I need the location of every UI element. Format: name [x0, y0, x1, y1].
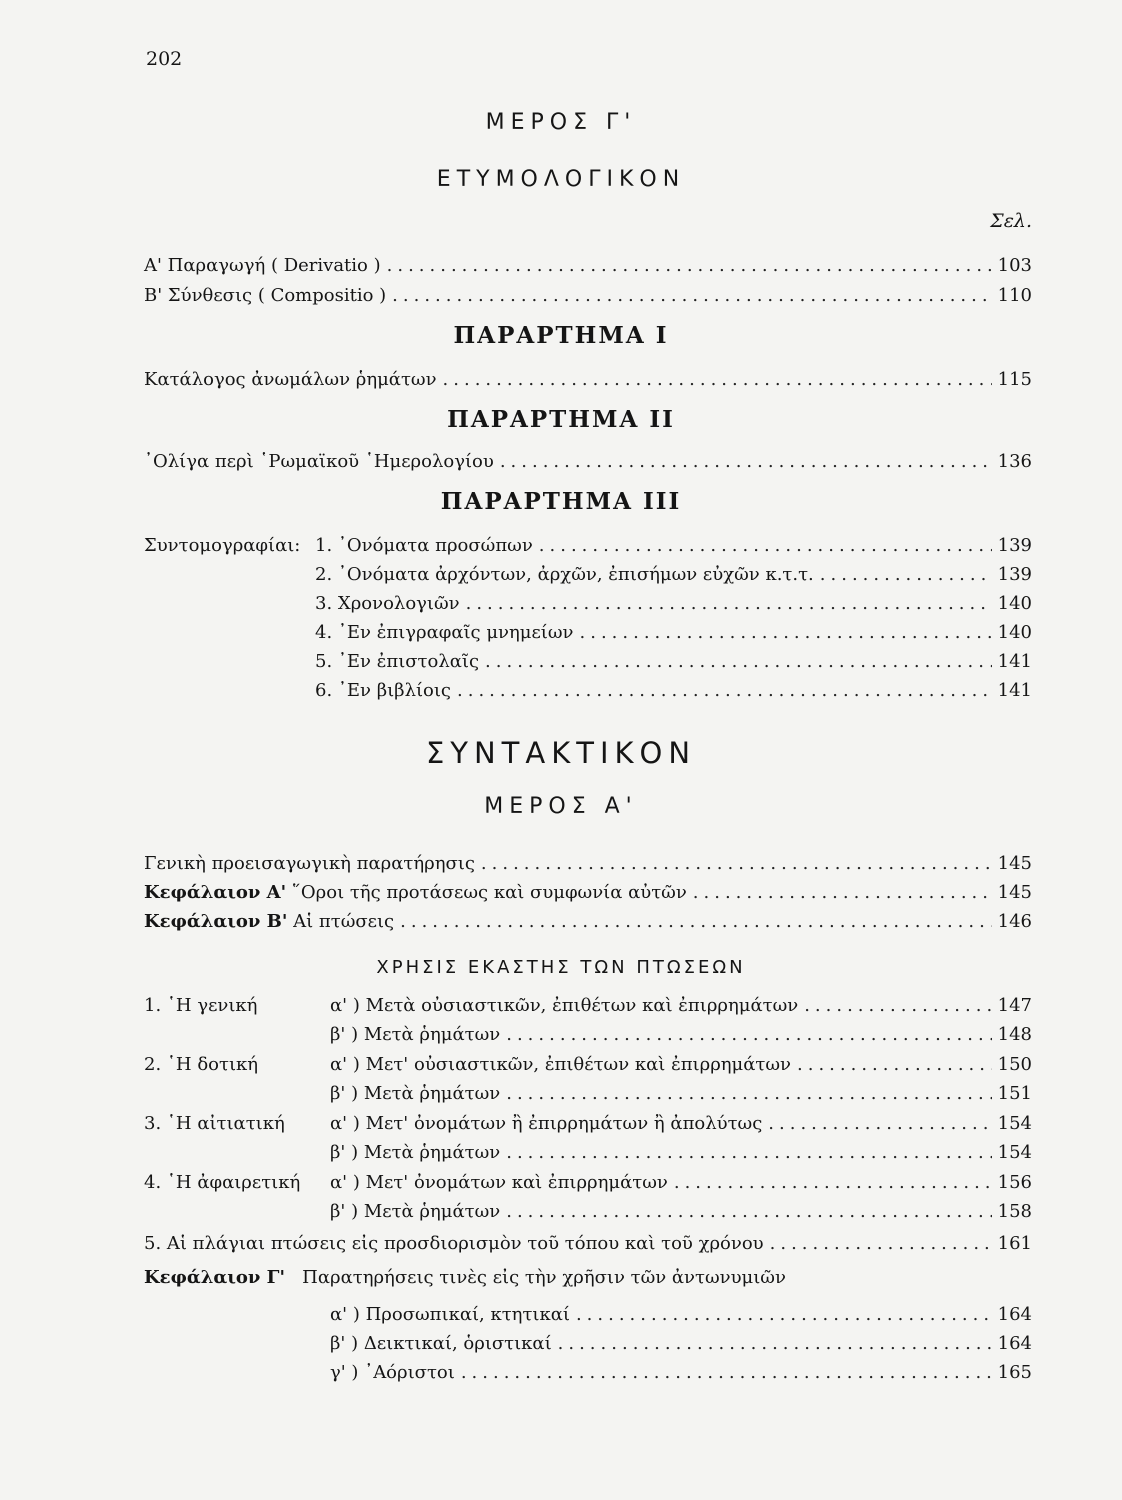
toc-entry: 5. ᾿Εν ἐπιστολαῖς ..... 141: [315, 648, 1032, 676]
chapter-g-sub-entry: γ' ) ᾿Αόριστοι ..... 165: [330, 1359, 1032, 1387]
toc-entry: ᾿Ολίγα περὶ ῾Ρωμαϊκοῦ ῾Ημερολογίου ..... 136: [144, 448, 1032, 476]
page-number: 202: [146, 48, 183, 70]
chapter-b-entry: Κεφάλαιον Β' Αἱ πτώσεις ..... 146: [144, 908, 1032, 936]
chapter-a-entry: Κεφάλαιον Α' ῞Οροι τῆς προτάσεως καὶ συμφωνία αὐτῶν ..... 145: [144, 879, 1032, 907]
case-name: 1. ῾Η γενική: [144, 995, 258, 1016]
etymology-title: ΕΤΥΜΟΛΟΓΙΚΟΝ: [436, 167, 686, 192]
toc-entry: 1. ᾿Ονόματα προσώπων ..... 139: [315, 532, 1032, 560]
case-sub-entry: β' ) Μετὰ ῥημάτων ..... 148: [330, 1021, 1032, 1049]
abbreviations-label: Συντομογραφίαι:: [144, 535, 301, 556]
appendix-1-title: ΠΑΡΑΡΤΗΜΑ Ι: [453, 322, 669, 349]
page-column-label: Σελ.: [990, 210, 1032, 232]
chapter-g-sub-entry: α' ) Προσωπικαί, κτητικαί ..... 164: [330, 1301, 1032, 1329]
part-g-title: ΜΕΡΟΣ Γ': [485, 110, 637, 135]
toc-entry: 3. Χρονολογιῶν ..... 140: [315, 590, 1032, 618]
chapter-g-entry: Κεφάλαιον Γ' Παρατηρήσεις τινὲς εἰς τὴν χρῆσιν τῶν ἀντωνυμιῶν: [144, 1267, 786, 1288]
case-sub-entry: α' ) Μετ' ὀνομάτων καὶ ἐπιρρημάτων ..... 156: [330, 1169, 1032, 1197]
syntax-title: ΣΥΝΤΑΚΤΙΚΟΝ: [425, 736, 697, 770]
toc-entry: 4. ᾿Εν ἐπιγραφαῖς μνημείων ..... 140: [315, 619, 1032, 647]
cases-heading: ΧΡΗΣΙΣ ΕΚΑΣΤΗΣ ΤΩΝ ΠΤΩΣΕΩΝ: [376, 957, 746, 978]
toc-entry: 6. ᾿Εν βιβλίοις ..... 141: [315, 677, 1032, 705]
case-sub-entry: β' ) Μετὰ ῥημάτων ..... 154: [330, 1139, 1032, 1167]
toc-entry: Γενικὴ προεισαγωγικὴ παρατήρησις ..... 145: [144, 850, 1032, 878]
appendix-2-title: ΠΑΡΑΡΤΗΜΑ ΙΙ: [447, 406, 675, 433]
case-sub-entry: β' ) Μετὰ ῥημάτων ..... 151: [330, 1080, 1032, 1108]
case-sub-entry: β' ) Μετὰ ῥημάτων ..... 158: [330, 1198, 1032, 1226]
chapter-g-sub-entry: β' ) Δεικτικαί, ὁριστικαί ..... 164: [330, 1330, 1032, 1358]
case-name: 3. ῾Η αἰτιατική: [144, 1113, 285, 1134]
toc-entry: Κατάλογος ἀνωμάλων ῥημάτων ..... 115: [144, 366, 1032, 394]
toc-entry: 5. Αἱ πλάγιαι πτώσεις εἰς προσδιορισμὸν τοῦ τόπου καὶ τοῦ χρόνου ..... 161: [144, 1230, 1032, 1258]
toc-entry: 2. ᾿Ονόματα ἀρχόντων, ἀρχῶν, ἐπισήμων εὐχῶν κ.τ.τ. ..... 139: [315, 561, 1032, 589]
case-sub-entry: α' ) Μετὰ οὐσιαστικῶν, ἐπιθέτων καὶ ἐπιρρημάτων ..... 147: [330, 992, 1032, 1020]
case-sub-entry: α' ) Μετ' ὀνομάτων ἢ ἐπιρρημάτων ἢ ἀπολύτως ..... 154: [330, 1110, 1032, 1138]
case-name: 2. ῾Η δοτική: [144, 1054, 259, 1075]
toc-entry: Β' Σύνθεσις ( Compositio ) ..... 110: [144, 282, 1032, 310]
appendix-3-title: ΠΑΡΑΡΤΗΜΑ ΙΙΙ: [440, 488, 682, 515]
toc-entry: Α' Παραγωγή ( Derivatio ) ..... 103: [144, 252, 1032, 280]
part-a-title: ΜΕΡΟΣ Α': [484, 794, 638, 819]
case-sub-entry: α' ) Μετ' οὐσιαστικῶν, ἐπιθέτων καὶ ἐπιρρημάτων ..... 150: [330, 1051, 1032, 1079]
case-name: 4. ῾Η ἀφαιρετική: [144, 1172, 301, 1193]
